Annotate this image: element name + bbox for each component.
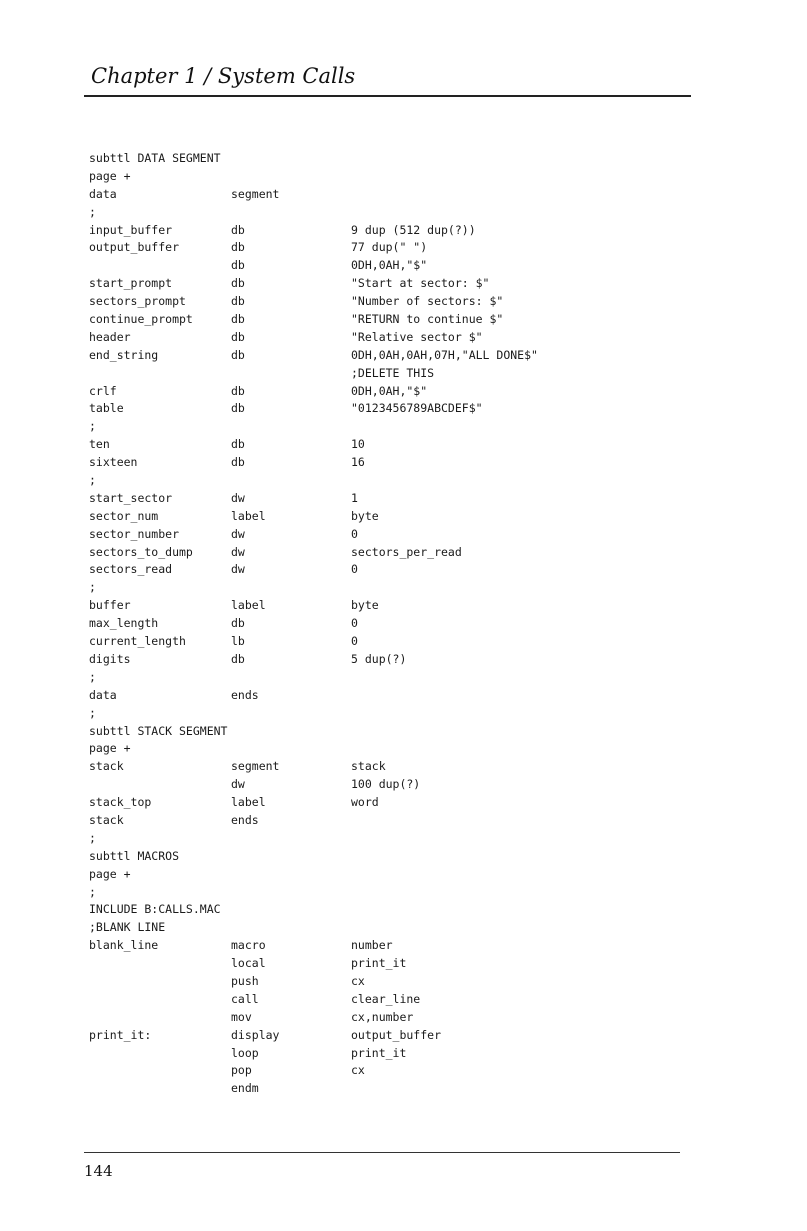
code-label: start_prompt <box>89 276 173 291</box>
code-operand: 0 <box>351 562 358 577</box>
code-label: page + <box>89 741 131 756</box>
code-op: dw <box>231 562 245 577</box>
code-label: current_length <box>89 634 186 649</box>
code-label: sector_number <box>89 526 180 541</box>
code-operand: cx <box>351 1063 365 1078</box>
code-op: db <box>231 437 245 452</box>
code-operand: 0 <box>351 634 358 649</box>
code-label: page + <box>89 866 131 881</box>
code-label: crlf <box>89 383 117 398</box>
code-label: subttl STACK SEGMENT <box>89 723 228 738</box>
code-operand: cx,number <box>351 1009 414 1024</box>
code-label: digits <box>89 651 131 666</box>
code-op: db <box>231 651 245 666</box>
code-op: lb <box>231 634 245 649</box>
code-op: local <box>231 956 266 971</box>
code-operand: "0123456789ABCDEF$" <box>351 401 483 416</box>
code-op: label <box>231 795 266 810</box>
code-operand: word <box>351 795 379 810</box>
code-op: dw <box>231 777 245 792</box>
code-operand: output_buffer <box>351 1027 442 1042</box>
code-op: db <box>231 294 245 309</box>
code-op: label <box>231 508 266 523</box>
code-label: sector_num <box>89 508 159 523</box>
code-operand: 0DH,0AH,0AH,07H,"ALL DONE$" <box>351 347 538 362</box>
code-op: dw <box>231 490 245 505</box>
code-label: end_string <box>89 347 159 362</box>
code-op: db <box>231 258 245 273</box>
page-number: 144 <box>84 1162 113 1180</box>
code-op: call <box>231 991 259 1006</box>
code-op: db <box>231 401 245 416</box>
code-op: mov <box>231 1009 252 1024</box>
code-label: blank_line <box>89 938 159 953</box>
code-label: sectors_prompt <box>89 294 186 309</box>
code-label: buffer <box>89 598 131 613</box>
code-op: db <box>231 347 245 362</box>
code-operand: sectors_per_read <box>351 544 462 559</box>
code-label: ; <box>89 830 96 845</box>
code-operand: 5 dup(?) <box>351 651 407 666</box>
code-operand: "Start at sector: $" <box>351 276 490 291</box>
code-label: ; <box>89 204 96 219</box>
code-label: continue_prompt <box>89 312 193 327</box>
code-op: pop <box>231 1063 252 1078</box>
code-op: ends <box>231 812 259 827</box>
code-label: page + <box>89 168 131 183</box>
code-label: ; <box>89 884 96 899</box>
header-rule <box>84 95 691 97</box>
code-label: ; <box>89 419 96 434</box>
code-operand: "Number of sectors: $" <box>351 294 504 309</box>
code-label: ; <box>89 473 96 488</box>
code-label: output_buffer <box>89 240 180 255</box>
code-label: ten <box>89 437 110 452</box>
code-operand: print_it <box>351 1045 407 1060</box>
code-op: loop <box>231 1045 259 1060</box>
code-op: macro <box>231 938 266 953</box>
code-operand: clear_line <box>351 991 421 1006</box>
code-operand: byte <box>351 598 379 613</box>
code-op: endm <box>231 1081 259 1096</box>
code-op: push <box>231 973 259 988</box>
code-label: table <box>89 401 124 416</box>
code-operand: "Relative sector $" <box>351 329 483 344</box>
code-label: start_sector <box>89 490 173 505</box>
code-label: print_it: <box>89 1027 152 1042</box>
code-label: sixteen <box>89 455 138 470</box>
code-label: ; <box>89 705 96 720</box>
code-op: dw <box>231 544 245 559</box>
code-op: db <box>231 616 245 631</box>
code-op: ends <box>231 687 259 702</box>
code-operand: ;DELETE THIS <box>351 365 435 380</box>
code-op: db <box>231 329 245 344</box>
code-operand: 0 <box>351 526 358 541</box>
code-op: db <box>231 276 245 291</box>
code-label: subttl DATA SEGMENT <box>89 151 221 165</box>
code-operand: 10 <box>351 437 365 452</box>
code-label: ;BLANK LINE <box>89 920 166 935</box>
code-operand: number <box>351 938 393 953</box>
code-operand: 0DH,0AH,"$" <box>351 258 428 273</box>
code-operand: 77 dup(" ") <box>351 240 428 255</box>
code-op: dw <box>231 526 245 541</box>
code-operand: "RETURN to continue $" <box>351 312 504 327</box>
code-op: label <box>231 598 266 613</box>
code-op: db <box>231 240 245 255</box>
code-label: stack_top <box>89 795 152 810</box>
code-operand: 0DH,0AH,"$" <box>351 383 428 398</box>
code-label: data <box>89 687 117 702</box>
code-operand: 100 dup(?) <box>351 777 421 792</box>
code-label: max_length <box>89 616 159 631</box>
code-label: stack <box>89 759 124 774</box>
code-label: input_buffer <box>89 222 173 237</box>
code-label: header <box>89 329 131 344</box>
code-op: display <box>231 1027 280 1042</box>
code-operand: print_it <box>351 956 407 971</box>
code-operand: 16 <box>351 455 365 470</box>
code-op: db <box>231 312 245 327</box>
code-label: ; <box>89 580 96 595</box>
code-label: data <box>89 186 117 201</box>
code-op: db <box>231 455 245 470</box>
code-label: stack <box>89 812 124 827</box>
code-operand: 1 <box>351 490 358 505</box>
code-operand: 0 <box>351 616 358 631</box>
footer-rule <box>84 1152 680 1153</box>
code-op: db <box>231 222 245 237</box>
code-operand: 9 dup (512 dup(?)) <box>351 222 476 237</box>
code-label: sectors_read <box>89 562 173 577</box>
code-operand: byte <box>351 508 379 523</box>
code-operand: stack <box>351 759 386 774</box>
code-label: ; <box>89 669 96 684</box>
code-label: subttl MACROS <box>89 848 180 863</box>
chapter-header: Chapter 1 / System Calls <box>91 64 356 88</box>
code-op: segment <box>231 186 280 201</box>
code-label: INCLUDE B:CALLS.MAC <box>89 902 221 917</box>
code-op: segment <box>231 759 280 774</box>
code-op: db <box>231 383 245 398</box>
code-operand: cx <box>351 973 365 988</box>
code-label: sectors_to_dump <box>89 544 193 559</box>
